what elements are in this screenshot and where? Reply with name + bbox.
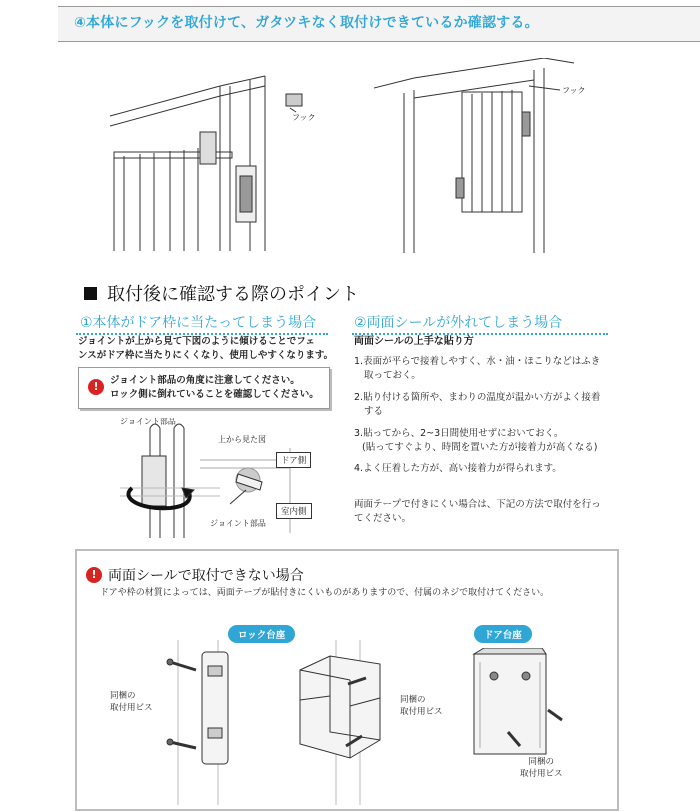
- top-view-label: 上から見た図: [218, 435, 266, 444]
- square-bullet-icon: [84, 287, 97, 300]
- screw-label-frame-line-1: 同梱の: [400, 695, 426, 705]
- warning-line-1: ジョイント部品の角度に注意してください。: [110, 375, 300, 386]
- screw-label-door: [520, 756, 563, 780]
- tip-2-line-1: 2.貼り付ける箇所や、まわりの温度が温かい方がよく接着: [354, 392, 601, 403]
- tip-3-line-1: 3.貼ってから、2~3日間使用せずにおいておく。: [354, 428, 564, 439]
- screw-mount-title: 両面シールで取付できない場合: [108, 568, 304, 584]
- joint-diagram: [100, 418, 330, 543]
- left-line-2: ンスがドア枠に当たりにくくなり、使用しやすくなります。: [78, 350, 334, 361]
- screw-label-door-line-1: 同梱の: [528, 757, 555, 767]
- tape-note-line-2: てください。: [354, 513, 412, 524]
- fence-in-doorway-illustration: [374, 58, 604, 258]
- screw-label-lock: [110, 690, 153, 714]
- lock-frame-illustration: [290, 640, 400, 805]
- fence-hook-illustration: [100, 56, 340, 256]
- screw-label-frame-line-2: 取付用ビス: [400, 707, 443, 717]
- tip-3-line-2: (貼ってすぐより、時間を置いた方が接着力が高くなる): [362, 442, 598, 453]
- tape-tips-heading: 両面シールの上手な貼り方: [354, 336, 474, 347]
- right-subtitle: ②両面シールが外れてしまう場合: [354, 315, 563, 331]
- screw-label-door-line-2: 取付用ビス: [520, 769, 563, 779]
- step-banner-text: ④本体にフックを取付けて、ガタツキなく取付けできているか確認する。: [74, 15, 539, 31]
- indoor-side-label: 室内側: [276, 503, 312, 519]
- joint-part-label: ジョイント部品: [210, 519, 266, 528]
- lock-base-badge: ロック台座: [228, 625, 295, 643]
- tip-4-line-1: 4.よく圧着した方が、高い接着力が得られます。: [354, 463, 562, 474]
- door-base-badge: ドア台座: [474, 625, 532, 643]
- hook-label-left: フック: [292, 113, 316, 122]
- lock-base-illustration: [150, 640, 270, 805]
- screw-label-lock-line-1: 同梱の: [110, 691, 136, 701]
- warning-icon: !: [86, 567, 102, 583]
- section-title-text: 取付後に確認する際のポイント: [107, 284, 359, 305]
- tip-2-line-2: する: [364, 406, 384, 417]
- door-side-label: ドア側: [276, 452, 311, 468]
- tip-1-line-1: 1.表面が平らで接着しやすく、水・油・ほこりなどはふき: [354, 356, 601, 367]
- left-line-1: ジョイントが上から見て下図のように傾けることでフェ: [78, 336, 315, 347]
- warning-line-2: ロック側に倒れていることを確認してください。: [110, 389, 319, 400]
- joint-vertical-label: ジョイント部品: [120, 418, 176, 426]
- left-subtitle: ①本体がドア枠に当たってしまう場合: [80, 315, 317, 331]
- warning-icon: !: [88, 379, 104, 395]
- screw-label-lock-line-2: 取付用ビス: [110, 703, 153, 713]
- screw-label-frame: [400, 694, 443, 718]
- tip-1-line-2: 取っておく。: [364, 370, 421, 381]
- screw-mount-desc: ドアや枠の材質によっては、両面テープが貼付きにくいものがありますので、付属のネジで取付けてください。: [100, 588, 550, 598]
- tape-note-line-1: 両面テープで付きにくい場合は、下記の方法で取付を行っ: [354, 499, 601, 510]
- section-title: [84, 280, 359, 306]
- hook-label-right: フック: [562, 86, 586, 95]
